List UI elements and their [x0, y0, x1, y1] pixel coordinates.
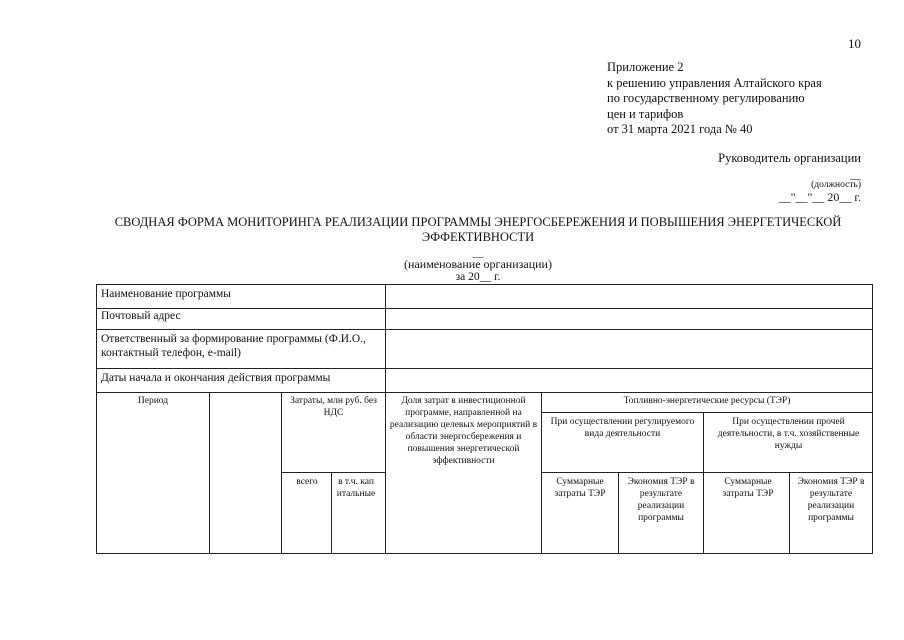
info-label-program-name: Наименование программы [101, 288, 232, 300]
signature-head: Руководитель организации [718, 151, 861, 165]
header-other: При осуществлении прочей деятельности, в т.ч. хозяйственные нужды [717, 417, 860, 451]
appendix-line: к решению управления Алтайского края [607, 75, 822, 90]
header-costs-capital: в т.ч. капитальные [336, 477, 376, 499]
form-title-line: ЭФФЕКТИВНОСТИ [421, 229, 535, 244]
header-share: Доля затрат в инвестиционной программе, направленной на реализацию целевых мероприятий в области энергосбережения и повышения энергетической эффективности [389, 396, 538, 466]
header-total-ter-costs-regulated: Суммарные затраты ТЭР [554, 477, 606, 499]
header-total-ter-costs-other: Суммарные затраты ТЭР [722, 477, 774, 499]
appendix-line: Приложение 2 [607, 60, 684, 74]
signature-position: (должность) [811, 180, 861, 190]
header-period: Период [137, 396, 169, 406]
appendix-line: по государственному регулированию [607, 91, 805, 106]
org-name-caption: (наименование организации) [404, 257, 552, 271]
appendix-line: цен и тарифов [607, 106, 684, 121]
signature-date: __"__"__ 20__ г. [778, 190, 861, 204]
signature-line: __ [850, 169, 861, 181]
info-label-postal-address: Почтовый адрес [101, 310, 181, 322]
info-label-responsible: Ответственный за формирование программы (Ф.И.О., контактный телефон, e-mail) [101, 333, 366, 359]
info-label-dates: Даты начала и окончания действия программы [101, 372, 331, 384]
header-regulated: При осуществлении регулируемого вида деятельности [550, 417, 695, 439]
header-ter: Топливно-энергетические ресурсы (ТЭР) [623, 396, 791, 406]
header-costs-total: всего [296, 477, 318, 487]
form-title-line: СВОДНАЯ ФОРМА МОНИТОРИНГА РЕАЛИЗАЦИИ ПРОГРАММЫ ЭНЕРГОСБЕРЕЖЕНИЯ И ПОВЫШЕНИЯ ЭНЕРГЕТИЧЕСКОЙ [114, 215, 842, 229]
header-ter-savings-other: Экономия ТЭР в результате реализации программы [797, 477, 865, 523]
header-ter-savings-regulated: Экономия ТЭР в результате реализации программы [627, 477, 695, 523]
header-costs: Затраты, млн руб. без НДС [290, 396, 377, 418]
page-number: 10 [848, 36, 861, 51]
org-name-line: __ [472, 247, 484, 259]
reporting-year: за 20__ г. [455, 271, 501, 283]
appendix-line: от 31 марта 2021 года № 40 [607, 122, 753, 137]
